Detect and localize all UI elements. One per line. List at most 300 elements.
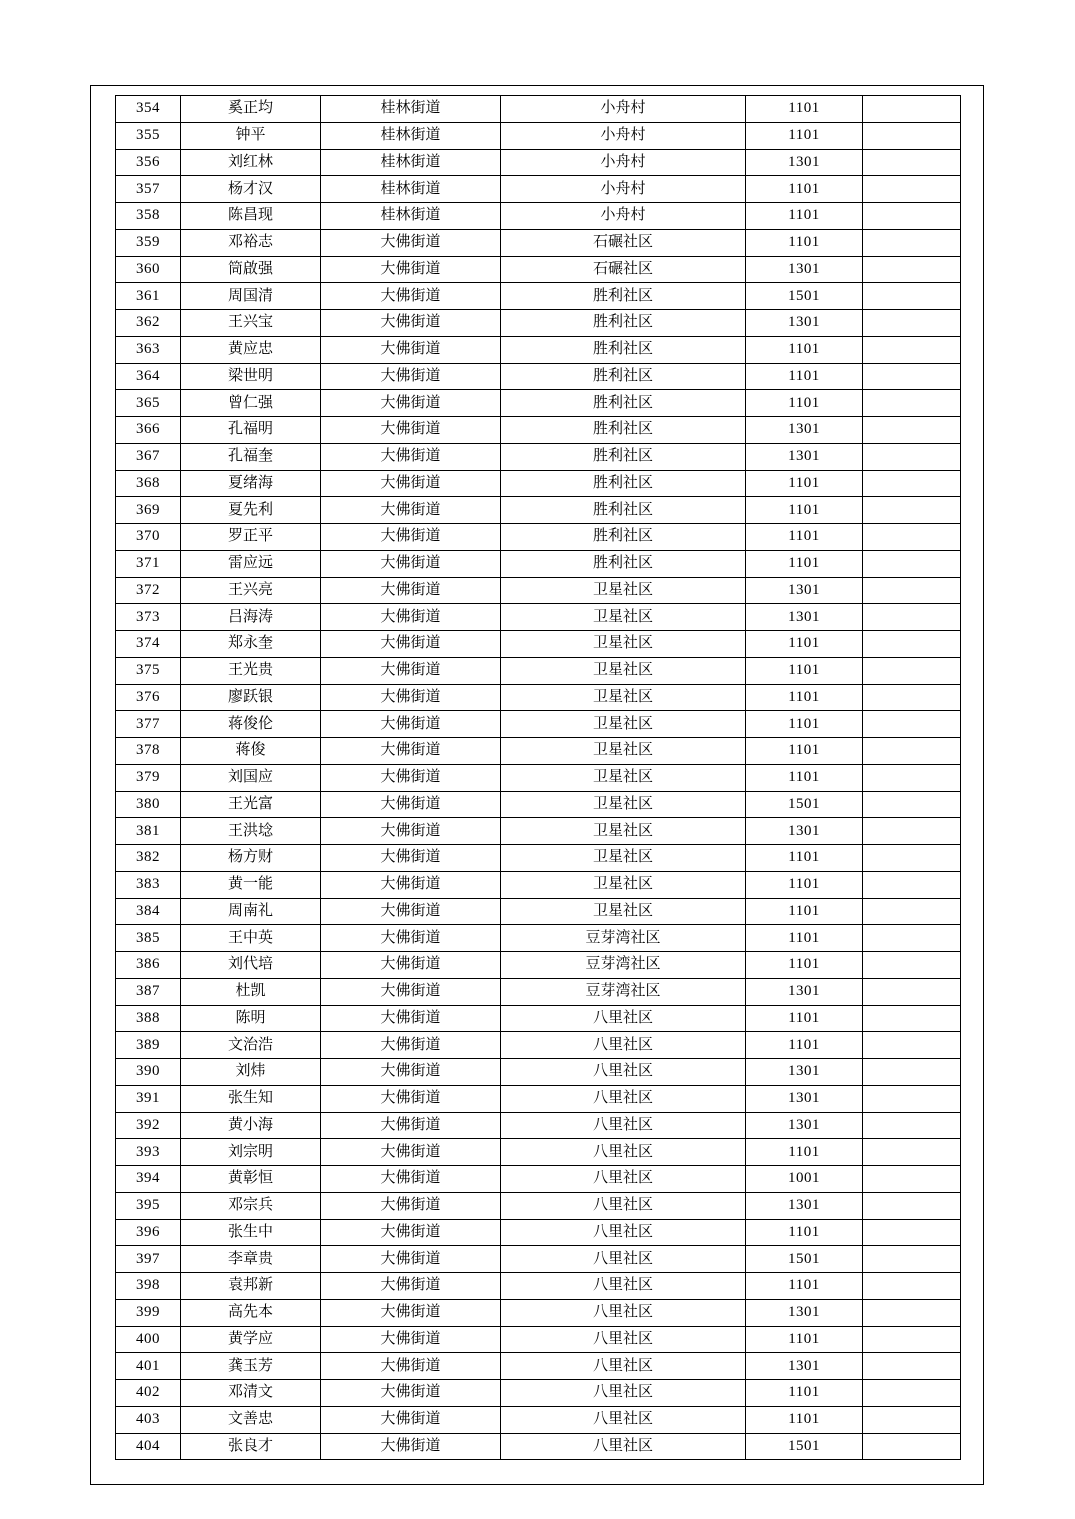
note-cell — [863, 256, 961, 283]
row-number-cell: 392 — [116, 1112, 181, 1139]
row-number-cell: 375 — [116, 657, 181, 684]
table-row — [116, 1406, 961, 1433]
note-cell — [863, 577, 961, 604]
name-cell: 刘代培 — [181, 952, 321, 979]
row-number-cell: 401 — [116, 1353, 181, 1380]
table-row — [116, 363, 961, 390]
name-cell: 奚正均 — [181, 96, 321, 123]
village-cell: 卫星社区 — [501, 738, 746, 765]
street-cell: 大佛街道 — [321, 1219, 501, 1246]
village-cell: 八里社区 — [501, 1085, 746, 1112]
table-row — [116, 1219, 961, 1246]
row-number-cell: 358 — [116, 203, 181, 230]
street-cell: 大佛街道 — [321, 604, 501, 631]
table-row — [116, 604, 961, 631]
amount-cell: 1301 — [746, 978, 863, 1005]
row-number-cell: 363 — [116, 336, 181, 363]
amount-cell: 1101 — [746, 176, 863, 203]
name-cell: 梁世明 — [181, 363, 321, 390]
row-number-cell: 385 — [116, 925, 181, 952]
street-cell: 大佛街道 — [321, 550, 501, 577]
row-number-cell: 381 — [116, 818, 181, 845]
row-number-cell: 403 — [116, 1406, 181, 1433]
row-number-cell: 374 — [116, 631, 181, 658]
village-cell: 卫星社区 — [501, 764, 746, 791]
amount-cell: 1301 — [746, 1059, 863, 1086]
name-cell: 刘炜 — [181, 1059, 321, 1086]
village-cell: 卫星社区 — [501, 818, 746, 845]
name-cell: 陈昌现 — [181, 203, 321, 230]
table-row — [116, 550, 961, 577]
note-cell — [863, 1112, 961, 1139]
village-cell: 八里社区 — [501, 1219, 746, 1246]
row-number-cell: 370 — [116, 524, 181, 551]
name-cell: 王兴亮 — [181, 577, 321, 604]
amount-cell: 1101 — [746, 657, 863, 684]
note-cell — [863, 764, 961, 791]
table-row — [116, 925, 961, 952]
table-row — [116, 1032, 961, 1059]
table-row — [116, 657, 961, 684]
table-row — [116, 1192, 961, 1219]
row-number-cell: 398 — [116, 1273, 181, 1300]
village-cell: 卫星社区 — [501, 845, 746, 872]
note-cell — [863, 791, 961, 818]
row-number-cell: 373 — [116, 604, 181, 631]
note-cell — [863, 470, 961, 497]
street-cell: 大佛街道 — [321, 497, 501, 524]
note-cell — [863, 1380, 961, 1407]
row-number-cell: 377 — [116, 711, 181, 738]
amount-cell: 1101 — [746, 497, 863, 524]
amount-cell: 1101 — [746, 1032, 863, 1059]
street-cell: 大佛街道 — [321, 1380, 501, 1407]
amount-cell: 1101 — [746, 229, 863, 256]
note-cell — [863, 390, 961, 417]
name-cell: 孔福奎 — [181, 443, 321, 470]
village-cell: 卫星社区 — [501, 684, 746, 711]
amount-cell: 1101 — [746, 1273, 863, 1300]
street-cell: 大佛街道 — [321, 738, 501, 765]
street-cell: 大佛街道 — [321, 711, 501, 738]
street-cell: 大佛街道 — [321, 684, 501, 711]
village-cell: 卫星社区 — [501, 657, 746, 684]
amount-cell: 1301 — [746, 1112, 863, 1139]
name-cell: 王中英 — [181, 925, 321, 952]
table-row — [116, 149, 961, 176]
note-cell — [863, 845, 961, 872]
name-cell: 蒋俊 — [181, 738, 321, 765]
amount-cell: 1101 — [746, 1380, 863, 1407]
village-cell: 卫星社区 — [501, 577, 746, 604]
street-cell: 大佛街道 — [321, 1299, 501, 1326]
village-cell: 八里社区 — [501, 1192, 746, 1219]
row-number-cell: 376 — [116, 684, 181, 711]
name-cell: 雷应远 — [181, 550, 321, 577]
name-cell: 筒啟强 — [181, 256, 321, 283]
table-row — [116, 871, 961, 898]
village-cell: 石碾社区 — [501, 256, 746, 283]
note-cell — [863, 550, 961, 577]
row-number-cell: 384 — [116, 898, 181, 925]
row-number-cell: 368 — [116, 470, 181, 497]
row-number-cell: 360 — [116, 256, 181, 283]
amount-cell: 1101 — [746, 952, 863, 979]
village-cell: 豆芽湾社区 — [501, 925, 746, 952]
table-body — [116, 96, 961, 1460]
note-cell — [863, 711, 961, 738]
name-cell: 龚玉芳 — [181, 1353, 321, 1380]
street-cell: 大佛街道 — [321, 952, 501, 979]
village-cell: 八里社区 — [501, 1139, 746, 1166]
amount-cell: 1101 — [746, 1406, 863, 1433]
village-cell: 八里社区 — [501, 1353, 746, 1380]
street-cell: 大佛街道 — [321, 577, 501, 604]
note-cell — [863, 1032, 961, 1059]
row-number-cell: 383 — [116, 871, 181, 898]
name-cell: 曾仁强 — [181, 390, 321, 417]
name-cell: 夏绪海 — [181, 470, 321, 497]
row-number-cell: 394 — [116, 1166, 181, 1193]
amount-cell: 1101 — [746, 96, 863, 123]
amount-cell: 1301 — [746, 1192, 863, 1219]
name-cell: 杜凯 — [181, 978, 321, 1005]
table-row — [116, 497, 961, 524]
name-cell: 黄小海 — [181, 1112, 321, 1139]
name-cell: 郑永奎 — [181, 631, 321, 658]
name-cell: 邓宗兵 — [181, 1192, 321, 1219]
row-number-cell: 396 — [116, 1219, 181, 1246]
name-cell: 邓清文 — [181, 1380, 321, 1407]
note-cell — [863, 229, 961, 256]
amount-cell: 1101 — [746, 363, 863, 390]
note-cell — [863, 631, 961, 658]
table-row — [116, 1433, 961, 1460]
note-cell — [863, 1166, 961, 1193]
amount-cell: 1101 — [746, 1219, 863, 1246]
table-row — [116, 738, 961, 765]
village-cell: 卫星社区 — [501, 711, 746, 738]
amount-cell: 1501 — [746, 1246, 863, 1273]
amount-cell: 1301 — [746, 604, 863, 631]
table-row — [116, 577, 961, 604]
village-cell: 胜利社区 — [501, 550, 746, 577]
table-row — [116, 818, 961, 845]
table-row — [116, 1059, 961, 1086]
village-cell: 胜利社区 — [501, 497, 746, 524]
row-number-cell: 399 — [116, 1299, 181, 1326]
name-cell: 廖跃银 — [181, 684, 321, 711]
table-row — [116, 336, 961, 363]
row-number-cell: 397 — [116, 1246, 181, 1273]
note-cell — [863, 1085, 961, 1112]
note-cell — [863, 1406, 961, 1433]
name-cell: 刘国应 — [181, 764, 321, 791]
note-cell — [863, 871, 961, 898]
street-cell: 大佛街道 — [321, 229, 501, 256]
row-number-cell: 362 — [116, 310, 181, 337]
note-cell — [863, 604, 961, 631]
name-cell: 张生知 — [181, 1085, 321, 1112]
row-number-cell: 379 — [116, 764, 181, 791]
village-cell: 小舟村 — [501, 96, 746, 123]
name-cell: 钟平 — [181, 122, 321, 149]
amount-cell: 1301 — [746, 443, 863, 470]
street-cell: 大佛街道 — [321, 1353, 501, 1380]
amount-cell: 1301 — [746, 818, 863, 845]
table-row — [116, 711, 961, 738]
table-row — [116, 1085, 961, 1112]
table-row — [116, 1326, 961, 1353]
village-cell: 八里社区 — [501, 1380, 746, 1407]
table-row — [116, 1299, 961, 1326]
note-cell — [863, 1273, 961, 1300]
note-cell — [863, 524, 961, 551]
table-row — [116, 631, 961, 658]
amount-cell: 1001 — [746, 1166, 863, 1193]
name-cell: 高先本 — [181, 1299, 321, 1326]
table-row — [116, 791, 961, 818]
row-number-cell: 355 — [116, 122, 181, 149]
street-cell: 大佛街道 — [321, 845, 501, 872]
row-number-cell: 367 — [116, 443, 181, 470]
street-cell: 大佛街道 — [321, 283, 501, 310]
amount-cell: 1301 — [746, 1353, 863, 1380]
village-cell: 八里社区 — [501, 1326, 746, 1353]
street-cell: 大佛街道 — [321, 443, 501, 470]
note-cell — [863, 363, 961, 390]
table-row — [116, 1273, 961, 1300]
village-cell: 豆芽湾社区 — [501, 952, 746, 979]
village-cell: 小舟村 — [501, 203, 746, 230]
street-cell: 大佛街道 — [321, 1166, 501, 1193]
row-number-cell: 366 — [116, 417, 181, 444]
name-cell: 周南礼 — [181, 898, 321, 925]
street-cell: 大佛街道 — [321, 470, 501, 497]
row-number-cell: 359 — [116, 229, 181, 256]
table-row — [116, 845, 961, 872]
row-number-cell: 354 — [116, 96, 181, 123]
note-cell — [863, 417, 961, 444]
note-cell — [863, 310, 961, 337]
name-cell: 罗正平 — [181, 524, 321, 551]
note-cell — [863, 1005, 961, 1032]
amount-cell: 1101 — [746, 1005, 863, 1032]
amount-cell: 1301 — [746, 310, 863, 337]
note-cell — [863, 96, 961, 123]
row-number-cell: 402 — [116, 1380, 181, 1407]
village-cell: 胜利社区 — [501, 310, 746, 337]
table-row — [116, 1112, 961, 1139]
table-row — [116, 390, 961, 417]
row-number-cell: 378 — [116, 738, 181, 765]
name-cell: 邓裕志 — [181, 229, 321, 256]
table-row — [116, 122, 961, 149]
village-cell: 八里社区 — [501, 1032, 746, 1059]
note-cell — [863, 978, 961, 1005]
street-cell: 大佛街道 — [321, 1406, 501, 1433]
table-row — [116, 764, 961, 791]
name-cell: 王光贵 — [181, 657, 321, 684]
street-cell: 大佛街道 — [321, 1032, 501, 1059]
name-cell: 王兴宝 — [181, 310, 321, 337]
note-cell — [863, 1246, 961, 1273]
name-cell: 王光富 — [181, 791, 321, 818]
name-cell: 刘红林 — [181, 149, 321, 176]
amount-cell: 1101 — [746, 631, 863, 658]
amount-cell: 1301 — [746, 149, 863, 176]
row-number-cell: 361 — [116, 283, 181, 310]
name-cell: 王洪埝 — [181, 818, 321, 845]
note-cell — [863, 176, 961, 203]
table-row — [116, 417, 961, 444]
village-cell: 八里社区 — [501, 1112, 746, 1139]
village-cell: 胜利社区 — [501, 363, 746, 390]
note-cell — [863, 1326, 961, 1353]
row-number-cell: 389 — [116, 1032, 181, 1059]
table-row — [116, 898, 961, 925]
village-cell: 胜利社区 — [501, 417, 746, 444]
street-cell: 大佛街道 — [321, 1192, 501, 1219]
amount-cell: 1101 — [746, 898, 863, 925]
street-cell: 桂林街道 — [321, 122, 501, 149]
roster-table — [115, 95, 961, 1460]
amount-cell: 1301 — [746, 1085, 863, 1112]
note-cell — [863, 497, 961, 524]
name-cell: 周国清 — [181, 283, 321, 310]
row-number-cell: 364 — [116, 363, 181, 390]
amount-cell: 1101 — [746, 122, 863, 149]
table-row — [116, 952, 961, 979]
note-cell — [863, 443, 961, 470]
village-cell: 胜利社区 — [501, 336, 746, 363]
street-cell: 桂林街道 — [321, 149, 501, 176]
table-row — [116, 1380, 961, 1407]
row-number-cell: 380 — [116, 791, 181, 818]
village-cell: 小舟村 — [501, 149, 746, 176]
amount-cell: 1101 — [746, 711, 863, 738]
amount-cell: 1301 — [746, 417, 863, 444]
village-cell: 胜利社区 — [501, 470, 746, 497]
row-number-cell: 369 — [116, 497, 181, 524]
note-cell — [863, 1353, 961, 1380]
name-cell: 夏先利 — [181, 497, 321, 524]
amount-cell: 1501 — [746, 283, 863, 310]
street-cell: 大佛街道 — [321, 1326, 501, 1353]
row-number-cell: 357 — [116, 176, 181, 203]
village-cell: 卫星社区 — [501, 604, 746, 631]
name-cell: 黄彰恒 — [181, 1166, 321, 1193]
amount-cell: 1101 — [746, 764, 863, 791]
village-cell: 胜利社区 — [501, 390, 746, 417]
note-cell — [863, 1139, 961, 1166]
street-cell: 大佛街道 — [321, 925, 501, 952]
note-cell — [863, 657, 961, 684]
street-cell: 大佛街道 — [321, 1433, 501, 1460]
name-cell: 李章贵 — [181, 1246, 321, 1273]
street-cell: 大佛街道 — [321, 390, 501, 417]
name-cell: 袁邦新 — [181, 1273, 321, 1300]
row-number-cell: 395 — [116, 1192, 181, 1219]
street-cell: 桂林街道 — [321, 203, 501, 230]
amount-cell: 1101 — [746, 738, 863, 765]
note-cell — [863, 1433, 961, 1460]
note-cell — [863, 1219, 961, 1246]
street-cell: 大佛街道 — [321, 363, 501, 390]
street-cell: 大佛街道 — [321, 871, 501, 898]
amount-cell: 1101 — [746, 1139, 863, 1166]
street-cell: 大佛街道 — [321, 978, 501, 1005]
street-cell: 大佛街道 — [321, 1005, 501, 1032]
row-number-cell: 372 — [116, 577, 181, 604]
village-cell: 胜利社区 — [501, 524, 746, 551]
village-cell: 小舟村 — [501, 122, 746, 149]
row-number-cell: 387 — [116, 978, 181, 1005]
name-cell: 蒋俊伦 — [181, 711, 321, 738]
amount-cell: 1101 — [746, 845, 863, 872]
table-row — [116, 176, 961, 203]
note-cell — [863, 1192, 961, 1219]
table-row — [116, 96, 961, 123]
street-cell: 大佛街道 — [321, 1059, 501, 1086]
street-cell: 大佛街道 — [321, 1085, 501, 1112]
row-number-cell: 388 — [116, 1005, 181, 1032]
street-cell: 大佛街道 — [321, 631, 501, 658]
row-number-cell: 390 — [116, 1059, 181, 1086]
name-cell: 黄学应 — [181, 1326, 321, 1353]
table-row — [116, 978, 961, 1005]
street-cell: 桂林街道 — [321, 176, 501, 203]
amount-cell: 1101 — [746, 390, 863, 417]
village-cell: 豆芽湾社区 — [501, 978, 746, 1005]
table-row — [116, 1246, 961, 1273]
row-number-cell: 404 — [116, 1433, 181, 1460]
note-cell — [863, 122, 961, 149]
name-cell: 杨才汉 — [181, 176, 321, 203]
street-cell: 大佛街道 — [321, 524, 501, 551]
amount-cell: 1101 — [746, 524, 863, 551]
note-cell — [863, 898, 961, 925]
table-row — [116, 1005, 961, 1032]
amount-cell: 1501 — [746, 791, 863, 818]
village-cell: 八里社区 — [501, 1273, 746, 1300]
note-cell — [863, 684, 961, 711]
street-cell: 大佛街道 — [321, 818, 501, 845]
name-cell: 刘宗明 — [181, 1139, 321, 1166]
note-cell — [863, 1059, 961, 1086]
note-cell — [863, 952, 961, 979]
row-number-cell: 391 — [116, 1085, 181, 1112]
village-cell: 卫星社区 — [501, 871, 746, 898]
row-number-cell: 365 — [116, 390, 181, 417]
street-cell: 大佛街道 — [321, 310, 501, 337]
village-cell: 胜利社区 — [501, 283, 746, 310]
street-cell: 大佛街道 — [321, 1112, 501, 1139]
amount-cell: 1301 — [746, 256, 863, 283]
street-cell: 大佛街道 — [321, 898, 501, 925]
table-row — [116, 256, 961, 283]
note-cell — [863, 738, 961, 765]
name-cell: 孔福明 — [181, 417, 321, 444]
village-cell: 八里社区 — [501, 1005, 746, 1032]
table-row — [116, 1166, 961, 1193]
name-cell: 黄一能 — [181, 871, 321, 898]
street-cell: 大佛街道 — [321, 657, 501, 684]
amount-cell: 1101 — [746, 1326, 863, 1353]
street-cell: 大佛街道 — [321, 1139, 501, 1166]
name-cell: 陈明 — [181, 1005, 321, 1032]
name-cell: 文善忠 — [181, 1406, 321, 1433]
